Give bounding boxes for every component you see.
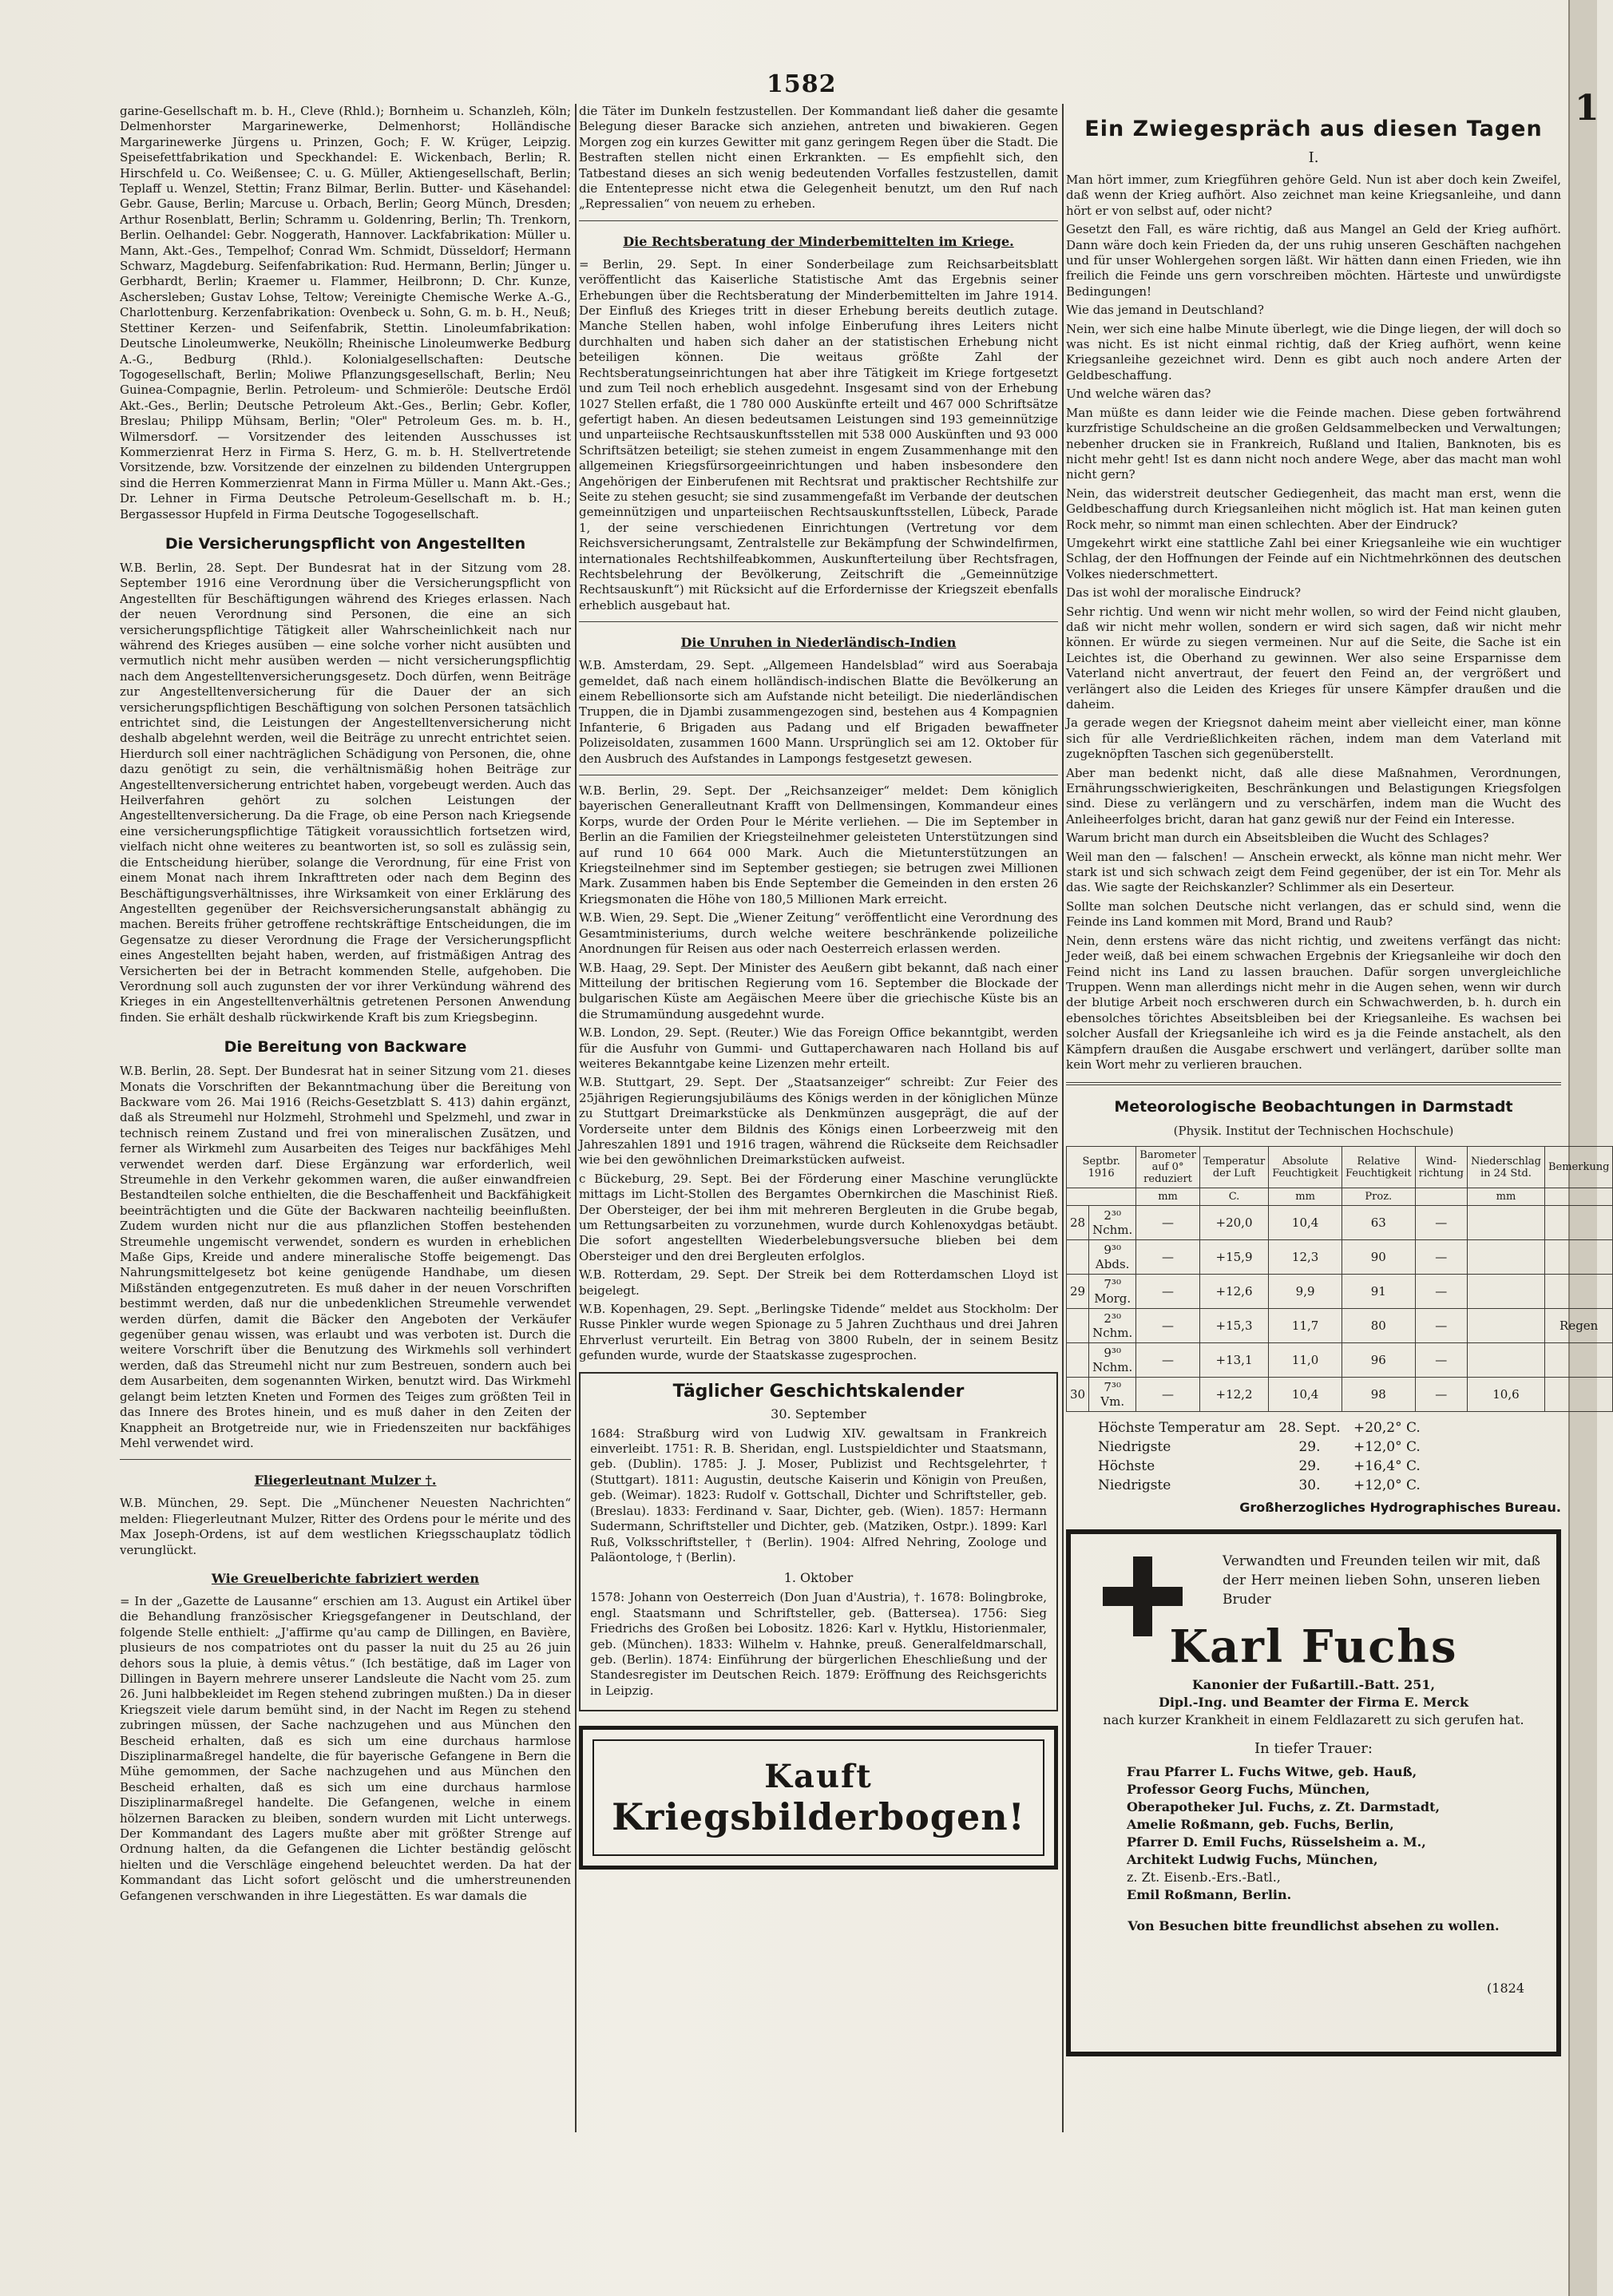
dialogue-para: Das ist wohl der moralische Eindruck? <box>1066 585 1301 601</box>
weather-cell-day <box>1067 1343 1089 1378</box>
weather-extreme-row <box>1098 1437 1561 1457</box>
calendar-title: Täglicher Geschichtskalender <box>672 1381 965 1402</box>
header-year: 1916 <box>1088 1167 1115 1180</box>
dialogue-para: Nein, das widerstreit deutscher Gediegenheit, das macht man erst, wenn die Geldbeschaffung durch Kriegsanleihen nicht möglich ist. Hat man keinen guten Rock mehr, so nimmt man einen schlechten. Aber der Eindruck? <box>1066 486 1561 532</box>
weather-cell-baro: — <box>1136 1240 1200 1275</box>
obit-mourner: Frau Pfarrer L. Fuchs Witwe, geb. Hauß, <box>1127 1764 1417 1780</box>
war-bond-ad <box>579 1726 1058 1870</box>
weather-table-body <box>1067 1206 1613 1412</box>
weather-cell-time: 7³⁰ Morg. <box>1089 1275 1136 1309</box>
col-temperature: Temperatur der Luft <box>1199 1147 1268 1188</box>
weather-header-row <box>1067 1147 1613 1188</box>
obit-mourn-title: In tiefer Trauer: <box>1254 1740 1373 1758</box>
weather-cell-note <box>1544 1343 1612 1378</box>
weather-cell-wind: — <box>1415 1206 1467 1240</box>
weather-cell-note: Regen <box>1544 1309 1612 1343</box>
weather-cell-temp: +15,3 <box>1199 1309 1268 1343</box>
edge-glyph: 1 <box>1575 88 1599 129</box>
weather-extreme-label: Niedrigste <box>1098 1477 1171 1494</box>
obit-text: nach kurzer Krankheit in einem Feldlazarett zu sich gerufen hat. <box>1103 1712 1524 1728</box>
article-body-rechtsberatung: = Berlin, 29. Sept. In einer Sonderbeilage zum Reichsarbeitsblatt veröffentlicht das Kaiserliche Statistische Amt das Ergebnis seiner Erhebungen über die Rechtsberatung der Minderbemittelten im Jahre 1914. Der Einfluß des Krieges tritt in dieser Erhebung bereits deutlich zutage. Manche Stellen haben, wohl infolge Einberufung ihres Leiters nicht durchhalten und haben sich daher an der statistischen Erhebung nicht beteiligen können. Die weitaus größte Zahl der Rechtsberatungseinrichtungen hat aber ihre Tätigkeit im Kriege fortgesetzt und zum Teil noch erheblich ausgedehnt. Insgesamt sind von der Erhebung 1027 Stellen erfaßt, die 1 780 000 Auskünfte erteilt und 467 000 Schriftsätze gefertigt haben. An diesen bedeutsamen Leistungen sind 193 gemeinnützige und unparteiische Rechtsauskunftsstellen mit 538 000 Auskünften und 93 000 Schriftsätzen beteiligt; sie stehen zumeist in engem Zusammenhange mit den allgemeinen Kriegsfürsorgeeinrichtungen und haben insbesondere den Angehörigen der Einberufenen mit Rechtsrat und praktischer Rechtshilfe zur Seite zu stehen gesucht; sie sind zusammengefaßt im Verbande der deutschen gemeinnützigen und unparteiischen Rechtsauskunftsstellen, Lübeck, Parade 1, der seine verschiedenen Einrichtungen (Vertretung vor dem Reichsversicherungsamt, Zentralstelle zur Bekämpfung der Schwindelfirmen, internationales Rechtshilfeabkommen, Auskunfterteilung über Rechtsfragen, Rechtsbelehrung der Bevölkerung, Zeitschrift die „Gemeinnützige Rechtsauskunft“) mit Rücksicht auf die Erfordernisse der Kriegszeit ebenfalls erheblich ausgebaut hat. <box>579 256 1058 613</box>
obit-mourner: Professor Georg Fuchs, München, <box>1127 1782 1370 1798</box>
article-body-mulzer: W.B. München, 29. Sept. Die „Münchener Neuesten Nachrichten“ melden: Fliegerleutnant Mulzer, Ritter des Ordens pour le mérite und des Max Joseph-Ordens, ist auf dem westlichen Kriegsschauplatz tödlich verunglückt. <box>120 1496 571 1557</box>
article-title-unruhen: Die Unruhen in Niederländisch-Indien <box>680 635 957 651</box>
intro-list: garine-Gesellschaft m. b. H., Cleve (Rhld.); Bornheim u. Schanzleh, Köln; Delmenhorster Margarinewerke, Delmenhorst; Holländische Margarinewerke Jürgens u. Prinzen, Goch; F. W. Krüger, Leipzig. Speisefettfabrikation und Speckhandel: E. Wickenbach, Berlin; R. Hirschfeld u. Co. Weißensee; C. u. G. Müller, Aktiengesellschaft, Berlin; Teplaff u. Wenzel, Stettin; Franz Bilmar, Berlin. Butter- und Käsehandel: Gebr. Gause, Berlin; Marcuse u. Orbach, Berlin; Georg Münch, Dresden; Arthur Rosenblatt, Berlin; Schramm u. Goldenring, Berlin; Th. Trenkorn, Berlin. Oelhandel: Gebr. Noggerath, Hannover. Lackfabrikation: Müller u. Mann, Akt.-Ges., Tempelhof; Conrad Wm. Schmidt, Düsseldorf; Hermann Schwarz, Magdeburg. Seifenfabrikation: Rud. Hermann, Berlin; Jünger u. Gerbhardt, Berlin; Kraemer u. Flammer, Heilbronn; D. Chr. Kunze, Aschersleben; Gustav Lohse, Teltow; Vereinigte Chemische Werke A.-G., Charlottenburg. Kerzenfabrikation: Ovenbeck u. Sohn, G. m. b. H., Neuß; Stettiner Kerzen- und Seifenfabrik, Stettin. Linoleumfabrikation: Deutsche Linoleumwerke, Neukölln; Rheinische Linoleumwerke Bedburg A.-G., Bedburg (Rhld.). Kolonialgesellschaften: Deutsche Togogesellschaft, Berlin; Moliwe Pflanzungsgesellschaft, Berlin; Neu Guinea-Compagnie, Berlin. Petroleum- und Schmieröle: Deutsche Erdöl Akt.-Ges., Berlin; Deutsche Petroleum Akt.-Ges., Berlin; Gebr. Kofler, Breslau; Philipp Mühsam, Berlin; "Oler" Petroleum Ges. m. b. H., Wilmersdorf. — Vorsitzender des leitenden Ausschusses ist Kommerzienrat Herz in Firma S. Herz, G. m. b. H. Stellvertretende Vorsitzende, bzw. Vorsitzende der einzelnen zu bildenden Untergruppen sind die Herren Kommerzienrat Mann in Firma Müller u. Mann Akt.-Ges.; Dr. Lehner in Firma Deutsche Petroleum-Gesellschaft m. b. H.; Bergassessor Hupfeld in Firma Deutsche Togogesellschaft. <box>120 104 571 521</box>
article-title-rechtsberatung: Die Rechtsberatung der Minderbemittelten im Kriege. <box>623 233 1014 249</box>
weather-units-row <box>1067 1188 1613 1206</box>
unit <box>1544 1188 1612 1206</box>
obit-mourner: z. Zt. Eisenb.-Ers.-Batl., <box>1127 1870 1281 1886</box>
weather-cell-note <box>1544 1240 1612 1275</box>
dialogue-para: Wie das jemand in Deutschland? <box>1066 303 1264 318</box>
weather-cell-time: 2³⁰ Nchm. <box>1089 1206 1136 1240</box>
ad-line-1: Kauft <box>764 1757 873 1795</box>
weather-cell-rain <box>1467 1240 1544 1275</box>
separator <box>579 220 1058 221</box>
calendar-entries-1: 1684: Straßburg wird von Ludwig XIV. gewaltsam in Frankreich einverleibt. 1751: R. B. Sheridan, engl. Lustspieldichter und Staatsmann, geb. (Dublin). 1785: J. J. Moser, Publizist und Rechtsgelehrter, † (Stuttgart). 1811: Augustin, deutsche Kaiserin und Königin von Preußen, geb. (Weimar). 1823: Rudolf v. Gottschall, Dichter und Schriftsteller, geb. (Breslau). 1833: Ferdinand v. Saar, Dichter, geb. (Wien). 1857: Hermann Sudermann, Schriftsteller und Dichter, geb. (Matziken, Ostpr.). 1899: Karl Ruß, Volksschriftsteller, † (Berlin). 1904: Alfred Nehring, Zoologe und Paläontologe, † (Berlin). <box>590 1426 1047 1564</box>
weather-bureau: Großherzogliches Hydrographisches Bureau. <box>1239 1500 1561 1516</box>
weather-cell-rel: 98 <box>1342 1378 1415 1412</box>
weather-row <box>1067 1343 1613 1378</box>
unit: mm <box>1136 1188 1200 1206</box>
dialogue-para: Sehr richtig. Und wenn wir nicht mehr wollen, so wird der Feind nicht glauben, daß wir nicht mehr wollen, sondern er wird sich sagen, daß wir nicht mehr können. Er würde zu siegen vermeinen. Nur auf die Seite, die Sache ist ein Leichtes ist, die Oberhand zu gewinnen. Wer also seine Ersparnisse dem Vaterland nicht anvertraut, der feuert den Feind an, der vergrößert und verlängert also die Leiden des Krieges für unsere Kämpfer draußen und die daheim. <box>1066 604 1561 712</box>
header-month: Septbr. <box>1082 1155 1120 1168</box>
calendar-date-2: 1. Oktober <box>783 1570 854 1586</box>
col-abs-humidity: Absolute Feuchtigkeit <box>1269 1147 1342 1188</box>
weather-cell-rel: 63 <box>1342 1206 1415 1240</box>
unit: mm <box>1269 1188 1342 1206</box>
weather-cell-abs: 12,3 <box>1269 1240 1342 1275</box>
weather-extreme-date: 30. <box>1298 1477 1321 1494</box>
dialogue-para: Nein, wer sich eine halbe Minute überlegt, wie die Dinge liegen, der will doch so was nicht. Es ist nicht einmal richtig, daß der Krieg aufhört, wenn keine Kriegsanleihe gezeichnet wird. Denn es gibt auch noch andere Arten der Geldbeschaffung. <box>1066 321 1561 383</box>
weather-extreme-value: +16,4° C. <box>1353 1458 1421 1475</box>
weather-cell-baro: — <box>1136 1378 1200 1412</box>
news-stuttgart: W.B. Stuttgart, 29. Sept. Der „Staatsanzeiger“ schreibt: Zur Feier des 25jährigen Regierungsjubiläums des Königs werden in der königlichen Münze zu Stuttgart Dreimarkstücke als Denkmünzen ausgeprägt, die auf der Vorderseite unter dem Bildnis des Königs einen Lorbeerzweig mit den Jahreszahlen 1891 und 1916 tragen, während die Rückseite dem Reichsadler wie bei den gewöhnlichen Dreimarkstücken aufweist. <box>579 1075 1058 1168</box>
weather-cell-day <box>1067 1240 1089 1275</box>
article-body-unruhen: W.B. Amsterdam, 29. Sept. „Allgemeen Handelsblad“ wird aus Soerabaja gemeldet, daß nach einem holländisch-indischen Blatte die Bevölkerung an einem Rebellionsorte sich am Aufstande nicht beteiligt. Die niederländischen Truppen, die in Djambi zusammengezogen sind, bestehen aus 4 Kompagnien Infanterie, 6 Brigaden aus Padang und elf Brigaden bewaffneter Polizeisoldaten, zusammen 1600 Mann. Ursprünglich sei am 12. Oktober für den Ausbruch des Aufstandes in Lampongs festgesetzt gewesen. <box>579 658 1058 766</box>
calendar-date-1: 30. September <box>771 1406 866 1422</box>
feature-title: Ein Zwiegespräch aus diesen Tagen <box>1084 117 1543 141</box>
weather-cell-rel: 91 <box>1342 1275 1415 1309</box>
weather-extreme-label: Höchste Temperatur am <box>1098 1420 1266 1437</box>
weather-extreme-value: +20,2° C. <box>1353 1420 1421 1437</box>
obit-mourner: Architekt Ludwig Fuchs, München, <box>1127 1852 1378 1868</box>
weather-cell-note <box>1544 1206 1612 1240</box>
obit-name: Karl Fuchs <box>1169 1620 1458 1674</box>
weather-cell-time: 9³⁰ Nchm. <box>1089 1343 1136 1378</box>
weather-cell-day: 28 <box>1067 1206 1089 1240</box>
col-rel-humidity: Relative Feuchtigkeit <box>1342 1147 1415 1188</box>
weather-extreme-label: Höchste <box>1098 1458 1155 1475</box>
obit-mourner: Oberapotheker Jul. Fuchs, z. Zt. Darmstadt, <box>1127 1799 1441 1815</box>
weather-extreme-date: 29. <box>1298 1458 1321 1475</box>
weather-cell-abs: 11,0 <box>1269 1343 1342 1378</box>
history-calendar-box <box>579 1372 1058 1712</box>
obit-intro: Verwandten und Freunden teilen wir mit, daß der Herr meinen lieben Sohn, unseren lieben Bruder <box>1223 1553 1540 1608</box>
weather-cell-baro: — <box>1136 1275 1200 1309</box>
weather-cell-baro: — <box>1136 1343 1200 1378</box>
weather-cell-wind: — <box>1415 1343 1467 1378</box>
news-haag: W.B. Haag, 29. Sept. Der Minister des Aeußern gibt bekannt, daß nach einer Mitteilung der britischen Regierung vom 16. September die Blockade der bulgarischen Küste am Aegäischen Meere über die griechische Küste bis an die Strumamündung ausgedehnt wurde. <box>579 960 1058 1021</box>
weather-row <box>1067 1275 1613 1309</box>
obit-mourner: Pfarrer D. Emil Fuchs, Rüsselsheim a. M., <box>1127 1834 1426 1850</box>
weather-cell-note <box>1544 1275 1612 1309</box>
weather-extreme-row <box>1098 1457 1561 1476</box>
dialogue-para: Gesetzt den Fall, es wäre richtig, daß aus Mangel an Geld der Krieg aufhört. Dann wäre doch kein Frieden da, der uns ruhig unseren Geschäften nachgehen und für unser Wohlergehen sorgen läßt. Wir hätten dann einen Frieden, wie ihn freilich die Feinde uns gern vorschreiben möchten. Härteste und unwürdigste Bedingungen! <box>1066 222 1561 299</box>
obit-footer: Von Besuchen bitte freundlichst absehen zu wollen. <box>1128 1918 1500 1934</box>
weather-cell-wind: — <box>1415 1240 1467 1275</box>
weather-cell-rel: 96 <box>1342 1343 1415 1378</box>
weather-cell-abs: 10,4 <box>1269 1378 1342 1412</box>
weather-cell-day: 30 <box>1067 1378 1089 1412</box>
weather-extreme-value: +12,0° C. <box>1353 1477 1421 1494</box>
obit-mourner: Amelie Roßmann, geb. Fuchs, Berlin, <box>1127 1817 1394 1833</box>
iron-cross-icon <box>1103 1556 1183 1636</box>
weather-cell-temp: +15,9 <box>1199 1240 1268 1275</box>
article-title-greuelberichte: Wie Greuelberichte fabriziert werden <box>211 1570 480 1586</box>
article-title-backware: Die Bereitung von Backware <box>224 1038 467 1057</box>
col-wind: Wind-richtung <box>1415 1147 1467 1188</box>
weather-cell-rel: 80 <box>1342 1309 1415 1343</box>
weather-subtitle: (Physik. Institut der Technischen Hochschule) <box>1173 1124 1454 1139</box>
dialogue-para: Man müßte es dann leider wie die Feinde machen. Diese geben fortwährend kurzfristige Schuldscheine an die großen Geldsammelbecken und Verwaltungen; nebenher drucken sie in Frankreich, Rußland und Italien, Banknoten, bis es nicht mehr geht! Ist es dann nicht noch andere Wege, aber das macht man wohl nicht gern? <box>1066 405 1561 482</box>
dialogue-para: Warum bricht man durch ein Abseitsbleiben die Wucht des Schlages? <box>1066 831 1489 846</box>
ad-code: (1824 <box>1487 1981 1524 1997</box>
weather-extreme-row <box>1098 1476 1561 1495</box>
weather-table <box>1066 1146 1613 1412</box>
news-bueckeburg: c Bückeburg, 29. Sept. Bei der Förderung einer Maschine verunglückte mittags im Licht-Stollen des Bergamtes Obernkirchen die Maschinist Rieß. Der Obersteiger, der bei ihm mit mehreren Bergleuten in die Grube begab, um Rettungsarbeiten zu vorzunehmen, wurde durch Kohlenoxydgas betäubt. Die sofort angestellten Wiederbelebungsversuche blieben bei dem Obersteiger und den drei Bergleuten erfolglos. <box>579 1171 1058 1263</box>
weather-cell-wind: — <box>1415 1309 1467 1343</box>
dialogue-para: Ja gerade wegen der Kriegsnot daheim meint aber vielleicht einer, man könne sich für alle Verdrießlichkeiten rächen, indem man dem Vaterland mit zugeknöpften Taschen sich gegenüberstellt. <box>1066 716 1561 762</box>
col-remark: Bemerkung <box>1544 1147 1612 1188</box>
separator <box>579 621 1058 622</box>
weather-cell-time: 9³⁰ Abds. <box>1089 1240 1136 1275</box>
page-number: 1582 <box>767 70 837 98</box>
ad-line-2: Kriegsbilderbogen! <box>612 1794 1025 1838</box>
unit: mm <box>1467 1188 1544 1206</box>
article-body-greuelberichte: = In der „Gazette de Lausanne“ erschien am 13. August ein Artikel über die Behandlung französischer Kriegsgefangener in Deutschland, der folgende Stelle enthielt: „J'affirme qu'au camp de Dillingen, en Bavière, plusieurs de nos compatriotes ont du passer la nuit du 25 au 26 juin dehors sous la pluie, à demis vêtus.“ (Ich bestätige, daß im Lager von Dillingen in Bayern mehrere unserer Landsleute die Nacht vom 25. zum 26. Juni halbbekleidet im Regen stehend zubringen mußten.) Da in dieser Kriegszeit viele darum bemüht sind, in der Nacht im Regen zu stehend zubringen müssen, der Sache nachzugehen und aus München den Bescheid erhalten, daß es sich um eine durchaus harmlose Disziplinarmaßregel handelte, die für bayerische Gefangene in Bern die Mühe gemommen, der Sache nachzugehen und aus München den Bescheid erhalten, daß es sich um eine durchaus harmlose Disziplinarmaßregel handelte. Die Gefangenen, welche in einem hölzernen Baracken zu bleiben, sondern wurden mit Licht unterwegs. Der Kommandant des Lagers mußte aber mit größter Strenge auf Ordnung halten, da die Gefangenen die Lichter beständig gelöscht hielten und die Verschläge eingehend beleuchtet werden. Da hat der Kommandant das Licht sofort gelöscht und die umherstreunenden Gefangenen verschwanden in ihre Liegestätten. Es war damals die <box>120 1593 571 1903</box>
weather-header-date <box>1067 1147 1136 1188</box>
calendar-entries-2: 1578: Johann von Oesterreich (Don Juan d'Austria), †. 1678: Bolingbroke, engl. Staatsmann und Schriftsteller, geb. (Battersea). 1756: Sieg Friedrichs des Großen bei Lobositz. 1826: Karl v. Hytklu, Historienmaler, geb. (München). 1833: Wilhelm v. Hahnke, preuß. Generalfeldmarschall, geb. (Berlin). 1874: Einführung der bürgerlichen Eheschließung und der Standesregister im Deutschen Reich. 1879: Eröffnung des Reichsgerichts in Leipzig. <box>590 1590 1047 1698</box>
article-body-versicherungspflicht: W.B. Berlin, 28. Sept. Der Bundesrat hat in der Sitzung vom 28. September 1916 eine Verordnung über die Versicherungspflicht von Angestellten für Beschäftigungen während des Krieges erlassen. Nach der neuen Verordnung sind Personen, die eine an sich versicherungspflichtige Tätigkeit aller Wahrscheinlichkeit nach nur während des Krieges ausüben — eine solche vorher nicht ausübten und vermutlich nicht mehr ausüben werden — nicht versicherungspflichtig nach dem Angestelltenversicherungsgesetz. Doch dürfen, wenn Beiträge zur Angestelltenversicherung für die Dauer der an sich versicherungspflichtigen Beschäftigung von solchen Personen tatsächlich entrichtet sind, die Leistungen der Angestelltenversicherung nicht deshalb abgelehnt werden, weil die Beiträge zu unrecht entrichtet seien. Hierdurch soll einer nachträglichen Schädigung von Personen, die, ohne dazu genötigt zu sein, die verhältnismäßig hohen Beiträge zur Angestelltenversicherung entrichtet haben, vorgebeugt werden. Auch das Heilverfahren gehört zu solchen Leistungen der Angestelltenversicherung. Da die Frage, ob eine Person nach Kriegsende eine versicherungspflichtige Tätigkeit voraussichtlich fortsetzen wird, vielfach nicht ohne weiteres zu beantworten ist, so soll es zulässig sein, die Entscheidung hierüber, solange die Verordnung, für eine Frist von einem Monat nach ihrem Inkrafttreten oder nach dem Beginn des Beschäftigungsverhältnisses, ihre Wirksamkeit von einer Erklärung des Angestellten gegenüber der Reichsversicherungsanstalt abhängig zu machen. Bereits früher getroffene rechtskräftige Entscheidungen, die im Gegensatze zu dieser Verordnung die Frage der Versicherungspflicht eines Angestellten bejaht haben, werden, auf fristmäßigen Antrag des Versicherten bei der in Betracht kommenden Stelle, aufgehoben. Die Verordnung soll auch zugunsten der vor ihrer Verkündung während des Krieges in ein Angestelltenverhältnis getretenen Personen Anwendung finden. Sie erhält deshalb rückwirkende Kraft bis zum Kriegsbeginn. <box>120 560 571 1025</box>
separator <box>120 1459 571 1460</box>
unit: C. <box>1199 1188 1268 1206</box>
col-rain: Niederschlag in 24 Std. <box>1467 1147 1544 1188</box>
war-bond-ad-frame <box>592 1739 1044 1856</box>
weather-cell-wind: — <box>1415 1378 1467 1412</box>
weather-cell-time: 2³⁰ Nchm. <box>1089 1309 1136 1343</box>
column-1 <box>120 104 571 2132</box>
weather-cell-baro: — <box>1136 1309 1200 1343</box>
weather-cell-baro: — <box>1136 1206 1200 1240</box>
weather-row <box>1067 1309 1613 1343</box>
news-berlin: W.B. Berlin, 29. Sept. Der „Reichsanzeiger“ meldet: Dem königlich bayerischen Generalleutnant Krafft von Dellmensingen, Kommandeur eines Korps, wurde der Orden Pour le Mérite verliehen. — Die im September in Berlin an die Familien der Kriegsteilnehmer geleisteten Unterstützungen sind auf rund 10 664 000 Mark. Auch die Mietunterstützungen an Kriegsteilnehmer sind im September gestiegen; sie betrugen zwei Millionen Mark. Zusammen haben bis Ende September die Gemeinden in den ersten 26 Kriegsmonaten die Höhe von 180,5 Millionen Mark erreicht. <box>579 783 1058 906</box>
news-kopenhagen: W.B. Kopenhagen, 29. Sept. „Berlingske Tidende“ meldet aus Stockholm: Der Russe Pinkler wurde wegen Spionage zu 5 Jahren Zuchthaus und drei Jahren Ehrverlust verurteilt. Ein Betrag von 3800 Rubeln, der in seinem Besitz gefunden wurde, wurde der Staatskasse zugesprochen. <box>579 1302 1058 1363</box>
weather-cell-rain <box>1467 1343 1544 1378</box>
obit-profession: Dipl.-Ing. und Beamter der Firma E. Merck <box>1158 1695 1469 1711</box>
weather-row <box>1067 1240 1613 1275</box>
double-separator <box>1066 1082 1561 1085</box>
weather-cell-time: 7³⁰ Vm. <box>1089 1378 1136 1412</box>
weather-title: Meteorologische Beobachtungen in Darmstadt <box>1114 1098 1513 1116</box>
article-title-versicherungspflicht: Die Versicherungspflicht von Angestellten <box>164 534 526 553</box>
weather-cell-rain <box>1467 1309 1544 1343</box>
weather-cell-abs: 11,7 <box>1269 1309 1342 1343</box>
weather-extreme-value: +12,0° C. <box>1353 1439 1421 1456</box>
col-barometer: Barometer auf 0° reduziert <box>1136 1147 1200 1188</box>
weather-cell-rel: 90 <box>1342 1240 1415 1275</box>
article-body-continued: die Täter im Dunkeln festzustellen. Der Kommandant ließ daher die gesamte Belegung dieser Baracke sich anziehen, antreten und biwakieren. Gegen Morgen zog ein kurzes Gewitter mit ganz geringem Regen über die Stadt. Die Bestraften stellen nicht einen Erkrankten. — Es empfiehlt sich, den Tatbestand dieses an sich wenig bedeutenden Vorfalles festzustellen, damit die Ententepresse nicht etwa die Gelegenheit benutzt, um den Ruf nach „Repressalien“ von neuem zu erheben. <box>579 104 1058 212</box>
weather-row <box>1067 1206 1613 1240</box>
article-body-backware: W.B. Berlin, 28. Sept. Der Bundesrat hat in seiner Sitzung vom 21. dieses Monats die Vorschriften der Bekanntmachung über die Bereitung von Backware vom 26. Mai 1916 (Reichs-Gesetzblatt S. 413) dahin ergänzt, daß als Streumehl nur Holzmehl, Strohmehl und Spelzmehl, und zwar in technisch reinem Zustand und frei von mineralischen Zusätzen, und ferner als Wirkmehl zum Ausarbeiten des Teiges nur backfähiges Mehl verwendet werden darf. Diese Ergänzung war erforderlich, weil Streumehle in den Verkehr gekommen waren, die außer einwandfreien Bestandteilen solche enthielten, die die Beschaffenheit und Backfähigkeit beeinträchtigten und die Güte der Backwaren nachteilig beeinflußten. Zudem wurden nicht nur die aus pflanzlichen Stoffen bestehenden Streumehle ungemischt verwendet, sondern es wurden in erheblichen Maße Gips, Kreide und andere mineralische Stoffe beigemengt. Das Nahrungsmittelgesetz bot keine genügende Handhabe, um diesen Mißständen entgegenzutreten. Es muß daher in der neuen Vorschriften bestimmt werden, daß nur die unbedenklichen Streumehle verwendet werden dürfen, damit die Bäcker den Angeboten der Verkäufer gegenüber genau wissen, was erlaubt und was verboten ist. Durch die weitere Vorschrift über die Benutzung des Wirkmehls soll verhindert werden, daß das Streumehl nicht nur zum Bestreuen, sondern auch bei dem Ausarbeiten, dem sogenannten Wirken, benutzt wird. Das Wirkmehl gelangt beim letzten Kneten und Formen des Teiges zum größten Teil in das Innere des Brotes hinein, und es muß daher in den Zeiten der Knappheit an Brotgetreide nur, wie in Friedenszeiten nur backfähiges Mehl verwendet wird. <box>120 1064 571 1450</box>
dialogue-para: Sollte man solchen Deutsche nicht verlangen, das er schuld sind, wenn die Feinde ins Land kommen mit Mord, Brand und Raub? <box>1066 898 1561 930</box>
death-notice <box>1066 1529 1561 2056</box>
weather-extreme-row <box>1098 1418 1561 1437</box>
obit-mourner: Emil Roßmann, Berlin. <box>1127 1887 1292 1903</box>
news-london: W.B. London, 29. Sept. (Reuter.) Wie das Foreign Office bekanntgibt, werden für die Ausfuhr von Gummi- und Guttaperchawaren nach Holland bis auf weiteres Bekanntgabe keine Lizenzen mehr erteilt. <box>579 1025 1058 1071</box>
weather-cell-temp: +13,1 <box>1199 1343 1268 1378</box>
weather-cell-temp: +12,2 <box>1199 1378 1268 1412</box>
news-wien: W.B. Wien, 29. Sept. Die „Wiener Zeitung“ veröffentlicht eine Verordnung des Gesamtministeriums, durch welche weitere beschränkende polizeiliche Anordnungen für Reisen aus oder nach Oesterreich erlassen werden. <box>579 910 1058 957</box>
weather-cell-rain: 10,6 <box>1467 1378 1544 1412</box>
obit-rank: Kanonier der Fußartill.-Batt. 251, <box>1191 1677 1436 1693</box>
feature-part-number: I. <box>1308 149 1319 166</box>
dialogue-para: Nein, denn erstens wäre das nicht richtig, und zweitens verfängt das nicht: Jeder weiß, daß bei einem schwachen Ergebnis der Kriegsanleihe wir doch den Feind nicht ins Land zu lassen brauchen. Dafür sorgen unvergleichliche Truppen. Wenn man allerdings nicht mehr in die Augen sehen, wenn wir durch der blutige Arbeit noch erschweren durch ein Schwachwerden, b. h. durch ein ebensolches törichtes Abseitsbleiben bei der Kriegsanleihe. Es wachsen bei solcher Ausfall der Kriegsanleihe ich wird es ja die Feinde anstachelt, als den Kämpfern draußen die Ausgabe erschwert und verlängert, darüber sollte man kein Wort mehr zu verlieren brauchen. <box>1066 933 1561 1072</box>
unit <box>1415 1188 1467 1206</box>
column-2 <box>579 104 1058 2132</box>
news-rotterdam: W.B. Rotterdam, 29. Sept. Der Streik bei dem Rotterdamschen Lloyd ist beigelegt. <box>579 1267 1058 1298</box>
dialogue-para: Umgekehrt wirkt eine stattliche Zahl bei einer Kriegsanleihe wie ein wuchtiger Schlag, der den Hoffnungen der Feinde auf ein Nichtmehrkönnen des deutschen Volkes niederschmettert. <box>1066 535 1561 581</box>
weather-cell-rain <box>1467 1275 1544 1309</box>
weather-extreme-date: 29. <box>1298 1439 1321 1456</box>
weather-row <box>1067 1378 1613 1412</box>
dialogue-para: Aber man bedenkt nicht, daß alle diese Maßnahmen, Verordnungen, Ernährungsschwierigkeiten, Beschränkungen und Belastigungen Kriegsfolgen sind. Diese zu verlängern und zu verschärfen, indem man die Wucht des Anleiheerfolges bricht, daran hat ganz gewiß nur der Feind ein Interesse. <box>1066 765 1561 827</box>
weather-cell-day <box>1067 1309 1089 1343</box>
weather-extreme-date: 28. Sept. <box>1278 1420 1341 1437</box>
weather-extreme-label: Niedrigste <box>1098 1439 1171 1456</box>
dialogue-para: Und welche wären das? <box>1066 387 1211 402</box>
column-rule-1 <box>575 104 577 2132</box>
dialogue-para: Man hört immer, zum Kriegführen gehöre Geld. Nun ist aber doch kein Zweifel, daß wenn der Krieg aufhört. Also zeichnet man keine Kriegsanleihe, und dann hört er von selbst auf, oder nicht? <box>1066 172 1561 218</box>
dialogue-para: Weil man den — falschen! — Anschein erweckt, als könne man nicht mehr. Wer stark ist und sich schwach zeigt dem Feind gegenüber, der ist ein Tor. Mehr als das. Wie sagte der Reichskanzler? Schlimmer als ein Deserteur. <box>1066 849 1561 895</box>
article-title-mulzer: Fliegerleutnant Mulzer †. <box>254 1473 437 1489</box>
weather-cell-abs: 9,9 <box>1269 1275 1342 1309</box>
column-3 <box>1066 104 1610 2132</box>
weather-cell-wind: — <box>1415 1275 1467 1309</box>
weather-extremes <box>1098 1418 1561 1495</box>
weather-cell-abs: 10,4 <box>1269 1206 1342 1240</box>
unit: Proz. <box>1342 1188 1415 1206</box>
weather-cell-note <box>1544 1378 1612 1412</box>
weather-cell-day: 29 <box>1067 1275 1089 1309</box>
weather-cell-temp: +20,0 <box>1199 1206 1268 1240</box>
weather-cell-temp: +12,6 <box>1199 1275 1268 1309</box>
weather-cell-rain <box>1467 1206 1544 1240</box>
column-rule-2 <box>1062 104 1064 2132</box>
